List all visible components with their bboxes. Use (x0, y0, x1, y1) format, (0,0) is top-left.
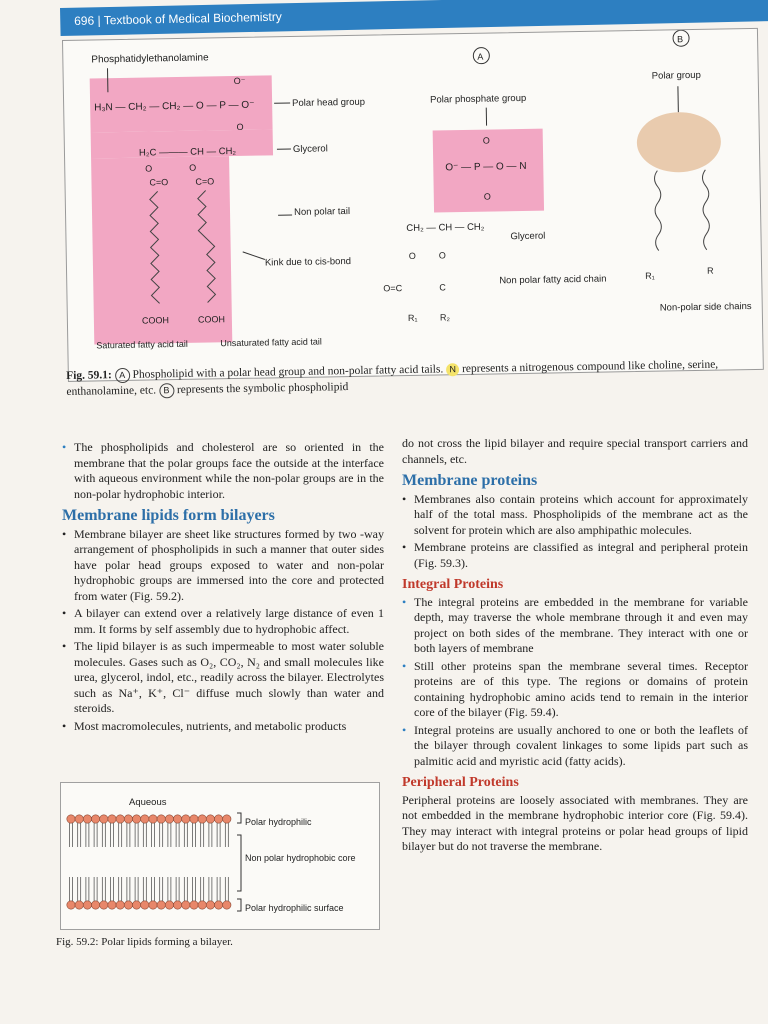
bullet-ip-3: • Integral proteins are usually anchored to one or both the leaflets of the bilayer through covalent linkages to some lipids part such as palmitic acid and myristic acid (fatty acids). (402, 723, 748, 770)
head-bead (75, 901, 83, 909)
non-polar-side-label: Non-polar side chains (659, 301, 752, 314)
lipid-tail (152, 823, 155, 847)
middle-o-bottom: O (483, 191, 491, 202)
bullet-impermeable: • The lipid bilayer is as such impermeable to most water soluble molecules. Gases such as O₂, CO₂, N₂ and small molecules like urea, glycerol, indol, etc., readily across the bilayer. Electrolytes such as Na⁺, K⁺, Cl⁻ diffuse much slowly than water and steroids. (62, 639, 384, 717)
caption-marker-a: A (115, 368, 130, 383)
r1-middle: R₁ (407, 312, 418, 324)
head-bead (223, 815, 231, 823)
head-bead (100, 815, 108, 823)
top-tails (70, 823, 229, 847)
top-head-row (67, 815, 231, 823)
bullet-mp-1: • Membranes also contain proteins which account for approximately half of the total mass. Phospholipids of the membrane act as the solvent for protein which are also amphipathic molecules. (402, 492, 748, 539)
head-bead (165, 901, 173, 909)
head-bead (165, 815, 173, 823)
lipid-tail (168, 823, 171, 847)
lipid-tail (176, 877, 179, 901)
mid-o-2: O (438, 250, 446, 261)
polar-hydrophilic-label: Polar hydrophilic (245, 817, 312, 827)
head-bead (182, 901, 190, 909)
head-bead (173, 901, 181, 909)
lipid-tail (193, 823, 196, 847)
lipid-tail (102, 823, 105, 847)
lipid-tail (102, 877, 105, 901)
o-minus-top: O⁻ (233, 75, 246, 87)
caption-label: Fig. 59.1: (66, 369, 112, 382)
head-bead (116, 901, 124, 909)
bilayer-drawing (61, 783, 379, 929)
marker-b: B (676, 34, 684, 45)
lipid-tail (176, 823, 179, 847)
para-continued: do not cross the lipid bilayer and require special transport carriers and channels, etc. (402, 436, 748, 466)
kink-arrow (243, 251, 265, 259)
lipid-tail (94, 877, 97, 901)
figure-59-1 (62, 28, 764, 382)
lipid-tail (127, 877, 130, 901)
lipid-tail (217, 877, 220, 901)
head-bead (149, 815, 157, 823)
kink-label: Kink due to cis-bond (264, 255, 352, 269)
ester-co-2: C=O (195, 176, 215, 187)
lipid-tail (225, 877, 228, 901)
ch-row: CH₂ — CH — CH₂ (406, 221, 485, 235)
lipid-tail (70, 877, 73, 901)
caption-text-1: Phospholipid with a polar head group and non-polar fatty acid tails. (132, 363, 444, 381)
lipid-tail (86, 877, 89, 901)
lipid-tail (143, 877, 146, 901)
right-r1: R₁ (645, 270, 655, 281)
non-polar-fatty-label: Non polar fatty acid chain (499, 273, 607, 287)
head-bead (206, 901, 214, 909)
caption-text-2: represents a nitrogenous compound like choline, serine, enthanolamine, etc. (66, 358, 719, 398)
head-bead (173, 815, 181, 823)
bullet-ip-2: • Still other proteins span the membrane several times. Receptor proteins are of this type. The regions or domains of protein containing hydrophobic amino acids tend to remain in the interior core of the bilayer (Fig. 59.4). (402, 659, 748, 721)
lipid-tail (217, 823, 220, 847)
heading-peripheral-proteins: Peripheral Proteins (402, 775, 519, 790)
head-bead (83, 901, 91, 909)
ester-o-1: O (145, 163, 153, 174)
lipid-tail (143, 823, 146, 847)
running-header: 696 | Textbook of Medical Biochemistry (74, 9, 282, 28)
book-title: Textbook of Medical Biochemistry (103, 9, 282, 28)
lipid-tail (78, 823, 81, 847)
glycerol-label: Glycerol (292, 143, 328, 155)
head-bead (141, 901, 149, 909)
lipid-tail (201, 823, 204, 847)
unsaturated-label: Unsaturated fatty acid tail (220, 336, 322, 349)
para-peripheral: Peripheral proteins are loosely associated with membranes. They are not embedded in the membrane hydrophobic interior core (Fig. 59.4). They may interact with integral proteins or polar head groups of lipid bilayer but do not traverse the membrane. (402, 792, 748, 853)
polar-group-oval (636, 112, 721, 173)
lipid-tail (184, 823, 187, 847)
head-bead (190, 901, 198, 909)
head-bead (149, 901, 157, 909)
head-bead (190, 815, 198, 823)
right-column (402, 436, 748, 855)
lipid-tail (119, 877, 122, 901)
heading-membrane-proteins: Membrane proteins (402, 472, 538, 489)
heading-bilayers: Membrane lipids form bilayers (62, 507, 275, 524)
lipid-tail (135, 823, 138, 847)
head-bead (100, 901, 108, 909)
lipid-tail (160, 877, 163, 901)
middle-glycerol: Glycerol (510, 230, 546, 243)
r2-middle: R₂ (439, 312, 450, 323)
bullet-mp-2: • Membrane proteins are classified as integral and peripheral protein (Fig. 59.3). (402, 540, 748, 571)
lipid-tail (168, 877, 171, 901)
aqueous-label: Aqueous (129, 797, 167, 808)
middle-o-top: O (482, 135, 490, 146)
head-bead (83, 815, 91, 823)
o-eq-c: O=C (383, 283, 403, 294)
bracket-core (237, 835, 241, 891)
cooh-2: COOH (197, 314, 225, 325)
head-bead (67, 901, 75, 909)
bullet-bilayer-sheet: • Membrane bilayer are sheet like structures formed by two -way arrangement of phospholipids in such a manner that outer sides have polar head groups exposed to water and non-polar hydrophobic groups are immersed into the core and protected from water (Fig. 59.2). (62, 527, 384, 605)
non-polar-core-label: Non polar hydrophobic core (245, 853, 356, 863)
lipid-tail (70, 823, 73, 847)
saturated-label: Saturated fatty acid tail (96, 338, 188, 351)
polar-group-title: Polar group (651, 69, 701, 82)
bullet-orientation: • The phospholipids and cholesterol are so oriented in the membrane that the polar groups face the outside at the interface with aqueous environment while the non-polar groups are in the non-polar hydrophobic interior. (62, 440, 384, 502)
cooh-1: COOH (141, 315, 169, 326)
polar-surface-label: Polar hydrophilic surface (245, 903, 344, 913)
head-bead (206, 815, 214, 823)
polar-phosphate-title: Polar phosphate group (430, 92, 527, 106)
head-bead (157, 901, 165, 909)
head-bead (124, 815, 132, 823)
head-bead (157, 815, 165, 823)
head-bead (67, 815, 75, 823)
bullet-macromolecules: • Most macromolecules, nutrients, and metabolic products (62, 719, 384, 735)
head-bead (198, 901, 206, 909)
head-bead (214, 901, 222, 909)
ester-o-2: O (189, 162, 197, 173)
lipid-tail (78, 877, 81, 901)
bottom-tails (70, 877, 229, 901)
non-polar-tail-label: Non polar tail (293, 206, 351, 218)
head-bead (91, 815, 99, 823)
figure-59-1-drawing (63, 29, 763, 381)
head-bead (108, 815, 116, 823)
bracket-top (237, 813, 241, 823)
head-bead (75, 815, 83, 823)
lipid-tail (135, 877, 138, 901)
c-letter: C (439, 282, 446, 293)
head-bead (124, 901, 132, 909)
lipid-tail (94, 823, 97, 847)
side-chain-right (702, 170, 709, 250)
lipid-tail (160, 823, 163, 847)
heading-integral-proteins: Integral Proteins (402, 577, 504, 592)
head-bead (141, 815, 149, 823)
head-bead (198, 815, 206, 823)
lipid-tail (152, 877, 155, 901)
bracket-bottom (237, 899, 241, 911)
lipid-tail (127, 823, 130, 847)
lipid-tail (193, 877, 196, 901)
head-bead (132, 901, 140, 909)
polar-head-label: Polar head group (292, 96, 366, 109)
pe-head-formula: H₃N — CH₂ — CH₂ — O — P — O⁻ (94, 99, 255, 114)
bullet-ip-1: • The integral proteins are embedded in the membrane for variable depth, may traverse the whole membrane through it and even may project on both sides of the membrane. They interact with one or both layers of membrane (402, 595, 748, 657)
head-bead (116, 815, 124, 823)
lipid-tail (184, 877, 187, 901)
right-r: R (707, 265, 714, 276)
head-bead (223, 901, 231, 909)
head-bead (214, 815, 222, 823)
lipid-tail (111, 877, 114, 901)
pe-title: Phosphatidylethanolamine (91, 52, 209, 66)
lipid-tail (209, 823, 212, 847)
side-chain-left (654, 171, 661, 251)
o-bottom: O (236, 121, 244, 132)
head-bead (108, 901, 116, 909)
lipid-tail (225, 823, 228, 847)
lipid-tail (209, 877, 212, 901)
lipid-tail (201, 877, 204, 901)
left-column (62, 440, 384, 736)
marker-a: A (477, 51, 484, 62)
head-bead (182, 815, 190, 823)
mid-o-1: O (408, 250, 416, 261)
page-number: 696 (74, 13, 95, 28)
bottom-head-row (67, 901, 231, 909)
ester-co-1: C=O (149, 177, 169, 188)
lipid-tail (111, 823, 114, 847)
caption-marker-b: B (159, 383, 174, 398)
caption-text-3: represents the symbolic phospholipid (176, 381, 349, 397)
lipid-tail (119, 823, 122, 847)
glycerol-formula: H₂C ——— CH — CH₂ (138, 145, 237, 159)
bullet-bilayer-extend: • A bilayer can extend over a relatively large distance of even 1 mm. It forms by self assembly due to hydrophobic affect. (62, 606, 384, 637)
caption-marker-n: N (446, 363, 459, 376)
figure-59-2 (60, 782, 380, 930)
middle-formula: O⁻ — P — O — N (445, 160, 527, 174)
figure-59-2-caption: Fig. 59.2: Polar lipids forming a bilayer. (56, 936, 233, 948)
head-bead (91, 901, 99, 909)
head-bead (132, 815, 140, 823)
lipid-tail (86, 823, 89, 847)
